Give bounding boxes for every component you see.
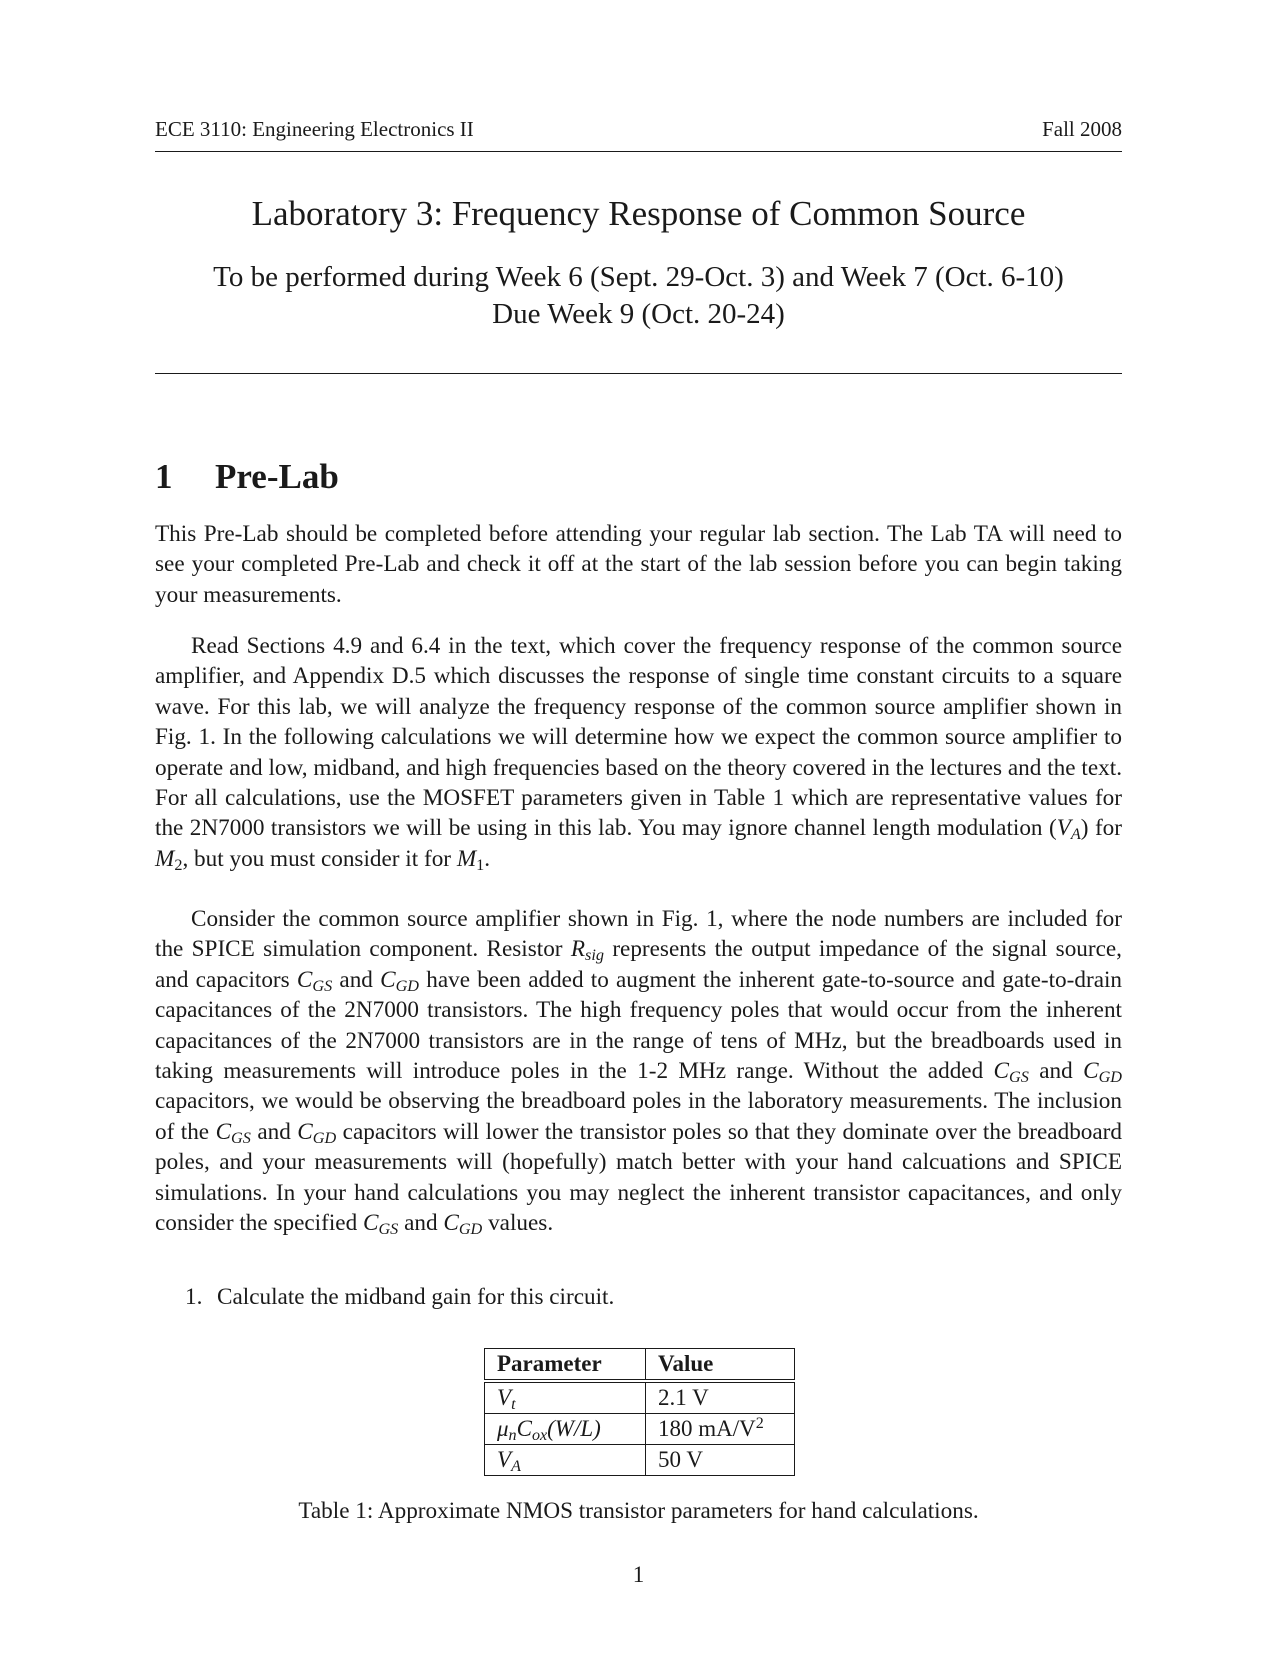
math-symbol: C — [443, 1210, 459, 1237]
math-subscript: GD — [395, 976, 420, 995]
column-header-parameter: Parameter — [485, 1349, 646, 1382]
math-subscript: n — [508, 1427, 517, 1445]
math-subscript: A — [1070, 825, 1081, 844]
math-symbol: C — [516, 1416, 532, 1441]
math-symbol: R — [570, 936, 586, 963]
section-number: 1 — [155, 457, 173, 496]
parameter-cell — [485, 1414, 646, 1445]
math-subscript: ox — [531, 1427, 548, 1445]
page-number: 1 — [632, 1562, 645, 1587]
math-symbol: V — [1056, 815, 1071, 842]
math-subscript: GS — [378, 1220, 399, 1239]
section-title: Pre-Lab — [215, 457, 339, 496]
running-header — [155, 116, 1122, 142]
math-subscript: GD — [312, 1128, 337, 1147]
paragraph-text: capacitors, we would be observing the breadboard poles in the laboratory measurements. The inclusion of the — [155, 1088, 1122, 1145]
math-subscript: GS — [312, 976, 333, 995]
column-header-value: Value — [646, 1349, 795, 1382]
header-rule — [155, 151, 1122, 152]
parameter-cell — [485, 1381, 646, 1414]
paragraph-text: ) for — [1080, 815, 1123, 842]
math-symbol: C — [215, 1118, 232, 1145]
math-symbol: C — [362, 1210, 379, 1237]
math-symbol: C — [380, 966, 396, 993]
paragraph-text: capacitors will lower the transistor poles so that they dominate over the breadboard poles, and your measurements will (hopefully) match better with your hand calcuations and SPICE simulations. In your hand calculations you may neglect the inherent transistor capacitances, and only consider the specified — [155, 1118, 1122, 1237]
value-cell — [646, 1414, 795, 1445]
math-symbol: C — [1083, 1058, 1099, 1085]
value-cell: 2.1 V — [646, 1381, 795, 1414]
paragraph-text: and — [398, 1210, 444, 1237]
document-page — [155, 0, 1122, 1656]
paragraph-text: , but you must consider it for — [182, 845, 457, 872]
paragraph-text: values. — [482, 1210, 554, 1237]
math-symbol: M — [155, 845, 175, 872]
math-symbol: (W/L) — [547, 1416, 601, 1441]
paragraph-text: Read Sections 4.9 and 6.4 in the text, which cover the frequency response of the common source amplifier, and Appendix D.5 which discusses the response of single time constant circuits to a square wave. For this lab, we will analyze the frequency response of the common source amplifier shown in Fig. 1. In the following calculations we will determine how we expect the common source amplifier to operate and low, midband, and high frequencies based on the theory covered in the lectures and the text. For all calculations, use the MOSFET parameters given in Table 1 which are representative values for the 2N7000 transistors we will be using in this lab. You may ignore channel length modulation ( — [155, 633, 1122, 842]
paragraph-text: have been added to augment the inherent gate-to-source and gate-to-drain capacitances of the 2N7000 transistors. The high frequency poles that would occur from the inherent capacitances of the 2N7000 transistors are in the range of tens of MHz, but the breadboards used in taking measurements will introduce poles in the 1-2 MHz range. Without the added — [155, 966, 1123, 1085]
paragraph-text: represents the output impedance of the signal source, and capacitors — [155, 936, 1122, 993]
paragraph-reading — [155, 631, 1122, 874]
table-header-row — [485, 1349, 795, 1382]
paragraph-circuit-description — [155, 904, 1122, 1238]
math-subscript: 2 — [174, 855, 183, 874]
math-subscript: GD — [458, 1220, 483, 1239]
paragraph-text: . — [484, 845, 491, 872]
parameter-cell — [485, 1445, 646, 1476]
paragraph-prelab-intro: This Pre-Lab should be completed before attending your regular lab section. The Lab TA will need to see your completed Pre-Lab and check it off at the start of the lab session before you can begin taking your measurements. — [155, 521, 1122, 608]
schedule-line: To be performed during Week 6 (Sept. 29-Oct. 3) and Week 7 (Oct. 6-10) — [213, 261, 1064, 293]
section-heading — [155, 455, 339, 499]
math-subscript: 1 — [476, 855, 485, 874]
math-subscript: A — [511, 1458, 521, 1476]
title-rule — [155, 373, 1122, 374]
math-subscript: GS — [231, 1128, 251, 1147]
math-subscript: t — [511, 1396, 516, 1414]
table-caption: Table 1: Approximate NMOS transistor parameters for hand calculations. — [298, 1498, 979, 1524]
list-item — [185, 1282, 614, 1312]
paragraph-text: and — [1028, 1058, 1084, 1085]
value-text: 180 mA/V — [658, 1416, 756, 1441]
math-symbol: C — [993, 1058, 1010, 1085]
list-item-number: 1. — [185, 1284, 203, 1310]
math-subscript: GD — [1098, 1068, 1123, 1087]
paragraph-text: and — [250, 1118, 298, 1145]
due-line: Due Week 9 (Oct. 20-24) — [492, 298, 785, 330]
table-row — [485, 1445, 795, 1476]
math-symbol: V — [497, 1447, 512, 1472]
math-symbol: C — [296, 966, 313, 993]
math-symbol: M — [456, 845, 477, 872]
table-row — [485, 1381, 795, 1414]
paragraph-text: Consider the common source amplifier shown in Fig. 1, where the node numbers are included for the SPICE simulation component. Resistor — [155, 906, 1122, 963]
list-item-text: Calculate the midband gain for this circuit. — [217, 1284, 615, 1310]
term-label: Fall 2008 — [1042, 117, 1122, 141]
lab-title: Laboratory 3: Frequency Response of Common Source — [251, 194, 1026, 233]
value-cell: 50 V — [646, 1445, 795, 1476]
value-superscript: 2 — [755, 1414, 764, 1432]
course-title: ECE 3110: Engineering Electronics II — [155, 117, 474, 141]
table-row — [485, 1414, 795, 1445]
paragraph-text: and — [332, 966, 381, 993]
nmos-parameter-table — [484, 1348, 795, 1476]
lab-schedule — [155, 259, 1122, 333]
math-symbol: μ — [497, 1416, 509, 1441]
math-subscript: sig — [585, 946, 604, 965]
math-symbol: V — [497, 1385, 512, 1410]
math-symbol: C — [297, 1118, 313, 1145]
math-subscript: GS — [1009, 1068, 1029, 1087]
